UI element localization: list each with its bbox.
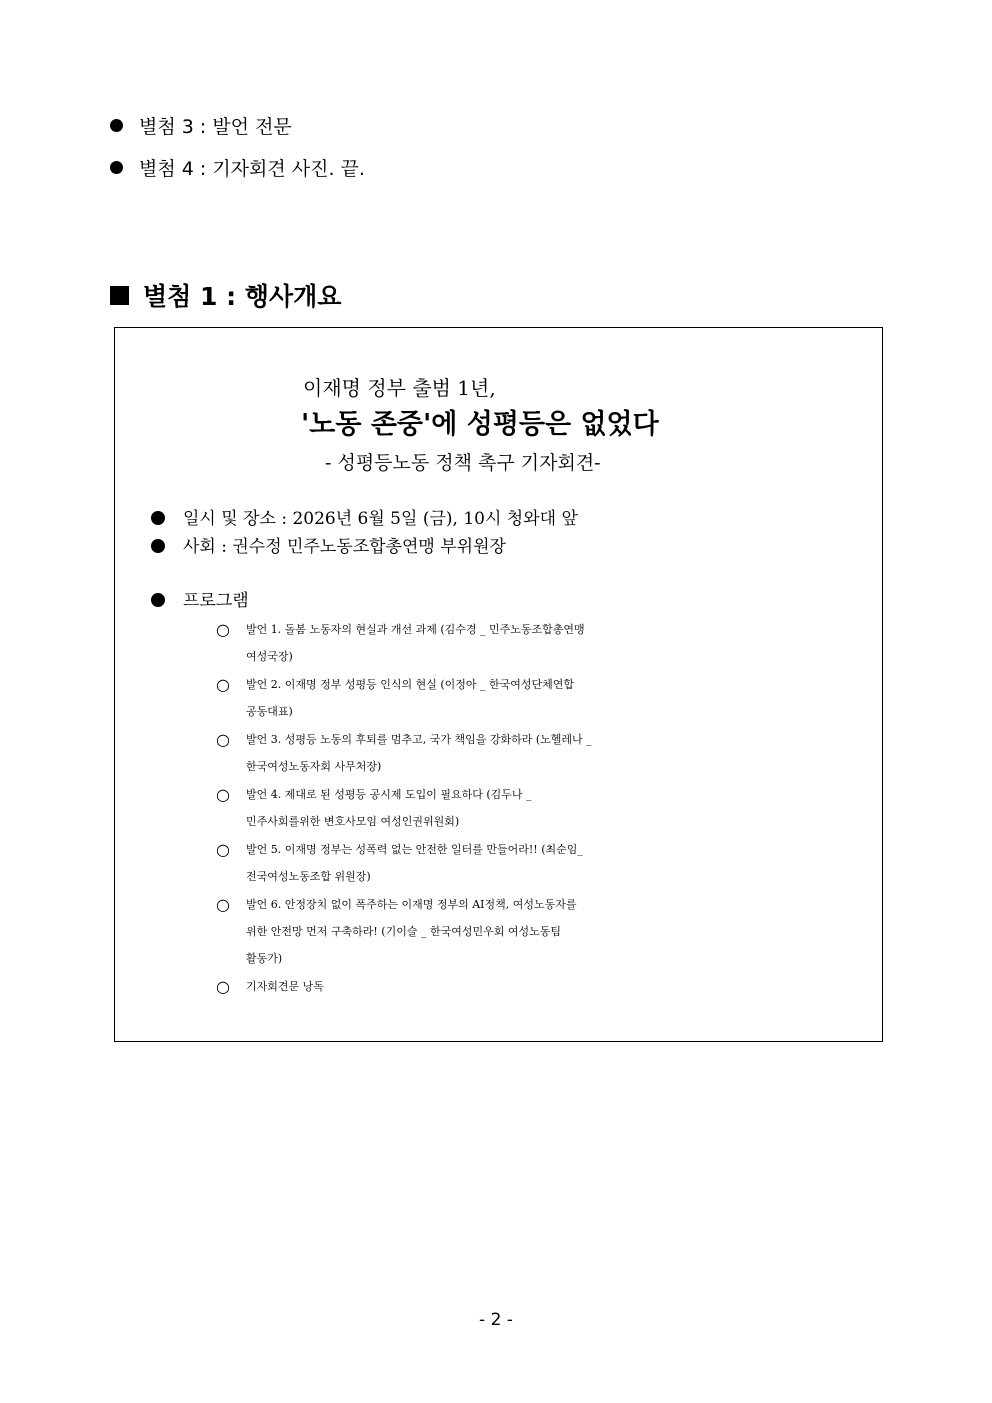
attachment-4-item — [110, 157, 365, 181]
program-item-line: 민주사회를위한 변호사모임 여성인권위원회) — [246, 815, 460, 828]
bullet-icon — [151, 593, 165, 607]
hollow-circle-bullet-icon: ○ — [216, 840, 230, 859]
program-item-line: 활동가) — [246, 952, 283, 965]
bullet-icon — [110, 161, 123, 174]
event-overview-box — [114, 327, 883, 1042]
program-item-line: 전국여성노동조합 위원장) — [246, 870, 371, 883]
moderator-text: 사회 : 권수정 민주노동조합총연맹 부위원장 — [183, 537, 506, 557]
event-pre-title: 이재명 정부 출범 1년, — [303, 376, 496, 400]
program-item-line: 한국여성노동자회 사무처장) — [246, 760, 382, 773]
program-item-line: 발언 4. 제대로 된 성평등 공시제 도입이 필요하다 (김두나 _ — [246, 788, 532, 801]
hollow-circle-bullet-icon: ○ — [216, 785, 230, 804]
program-item-line: 발언 6. 안정장치 없이 폭주하는 이재명 정부의 AI정책, 여성노동자를 — [246, 898, 577, 911]
program-item — [213, 726, 873, 780]
program-item-line: 위한 안전망 먼저 구축하라! (기이슬 _ 한국여성민우회 여성노동팀 — [246, 925, 561, 938]
program-item-line: 발언 5. 이재명 정부는 성폭력 없는 안전한 일터를 만들어라!! (최순임_ — [246, 843, 583, 856]
section-heading-text: 별첨 1 : 행사개요 — [143, 282, 342, 311]
program-item-line: 여성국장) — [246, 650, 293, 663]
program-item — [213, 891, 873, 972]
program-item-line: 발언 3. 성평등 노동의 후퇴를 멈추고, 국가 책임을 강화하라 (노헬레나 _ — [246, 733, 592, 746]
bullet-icon — [151, 511, 165, 525]
program-item — [213, 973, 873, 1000]
datetime-place-text: 일시 및 장소 : 2026년 6월 5일 (금), 10시 청와대 앞 — [183, 509, 578, 529]
program-item-line: 발언 2. 이재명 정부 성평등 인식의 현실 (이정아 _ 한국여성단체연합 — [246, 678, 575, 691]
event-moderator — [151, 536, 506, 558]
bullet-icon — [110, 119, 123, 132]
hollow-circle-bullet-icon: ○ — [216, 977, 230, 996]
attachment-3-item — [110, 115, 292, 139]
program-item-line: 기자회견문 낭독 — [246, 980, 324, 993]
hollow-circle-bullet-icon: ○ — [216, 675, 230, 694]
program-item — [213, 836, 873, 890]
program-label: 프로그램 — [183, 591, 249, 611]
program-item-line: 공동대표) — [246, 705, 293, 718]
program-item — [213, 616, 873, 670]
program-heading — [151, 590, 249, 612]
event-subtitle: - 성평등노동 정책 촉구 기자회견- — [325, 452, 601, 474]
square-bullet-icon — [110, 286, 129, 305]
bullet-icon — [151, 539, 165, 553]
hollow-circle-bullet-icon: ○ — [216, 895, 230, 914]
page-number: - 2 - — [479, 1310, 513, 1330]
section-heading — [110, 282, 341, 312]
event-datetime-place — [151, 508, 578, 530]
hollow-circle-bullet-icon: ○ — [216, 620, 230, 639]
program-item — [213, 671, 873, 725]
event-title: '노동 존중'에 성평등은 없었다 — [301, 409, 659, 440]
hollow-circle-bullet-icon: ○ — [216, 730, 230, 749]
attachment-3-text: 별첨 3 : 발언 전문 — [139, 116, 292, 138]
attachment-4-text: 별첨 4 : 기자회견 사진. 끝. — [139, 158, 365, 180]
program-item — [213, 781, 873, 835]
program-item-line: 발언 1. 돌봄 노동자의 현실과 개선 과제 (김수경 _ 민주노동조합총연맹 — [246, 623, 585, 636]
